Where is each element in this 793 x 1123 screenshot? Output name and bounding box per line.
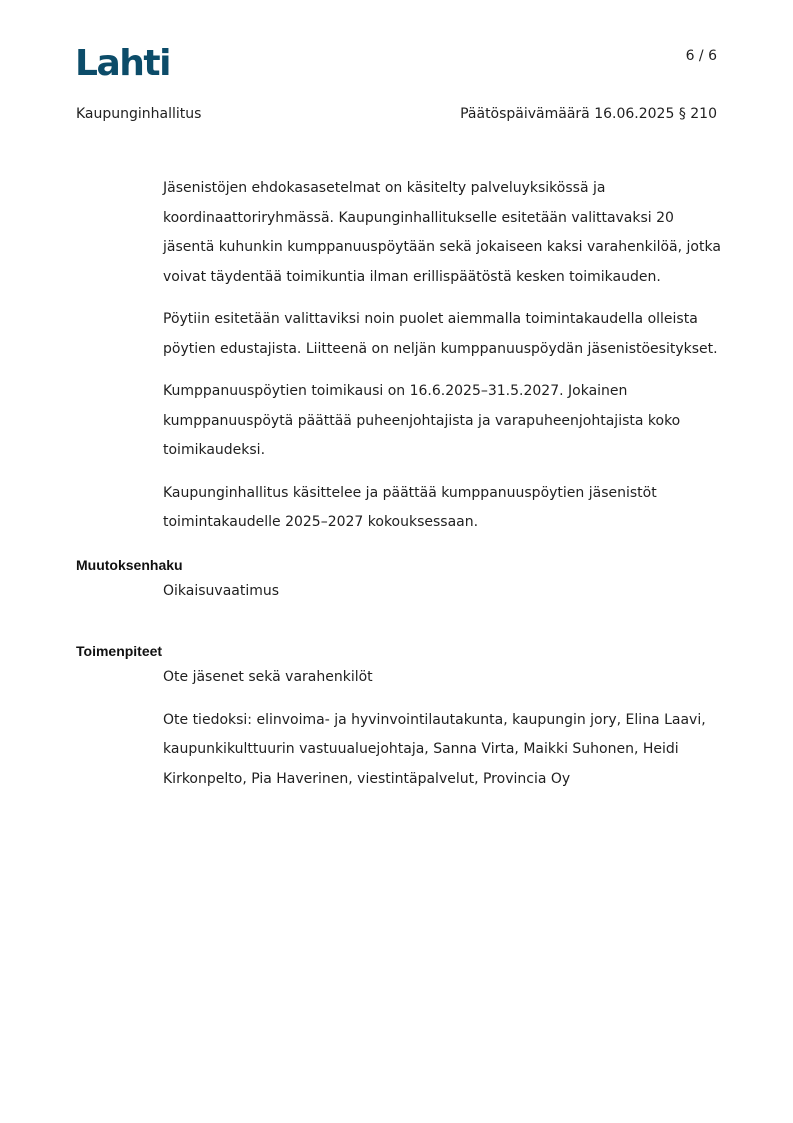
appeal-text	[163, 577, 723, 607]
committee-name: Kaupunginhallitus	[76, 106, 202, 122]
lahti-logo: Lahti	[75, 43, 170, 84]
body-paragraph-1: Jäsenistöjen ehdokasasetelmat on käsitelty palveluyksikössä ja koordinaattoriryhmässä. Kaupunginhallitukselle esitetään valittavaksi 20 jäsentä kuhunkin kumppanuuspöytään sekä jokaiseen kaksi varahenkilöä, jotka voivat täydentää toimikuntia ilman erillispäätöstä kesken toimikauden.	[163, 180, 721, 285]
page-number: 6 / 6	[685, 48, 717, 64]
body-paragraph-2: Pöytiin esitetään valittaviksi noin puolet aiemmalla toimintakaudella olleista pöytien edustajista. Liitteenä on neljän kumppanuuspöydän jäsenistöesitykset.	[163, 311, 718, 357]
actions-text	[163, 663, 723, 794]
appeal-heading: Muutoksenhaku	[76, 557, 183, 573]
body-paragraph-4: Kaupunginhallitus käsittelee ja päättää kumppanuuspöytien jäsenistöt toimintakaudelle 2025–2027 kokouksessaan.	[163, 484, 657, 530]
actions-heading: Toimenpiteet	[76, 643, 163, 659]
decision-date: Päätöspäivämäärä 16.06.2025 § 210	[460, 106, 717, 122]
actions-paragraph-1: Ote jäsenet sekä varahenkilöt	[163, 669, 373, 685]
body-paragraph-3: Kumppanuuspöytien toimikausi on 16.6.2025–31.5.2027. Jokainen kumppanuuspöytä päättää puheenjohtajista ja varapuheenjohtajista koko toimikaudeksi.	[163, 383, 681, 458]
body-text	[163, 174, 723, 538]
actions-paragraph-2: Ote tiedoksi: elinvoima- ja hyvinvointilautakunta, kaupungin jory, Elina Laavi, kaupunkikulttuurin vastuualuejohtaja, Sanna Virta, Maikki Suhonen, Heidi Kirkonpelto, Pia Haverinen, viestintäpalvelut, Provincia Oy	[163, 711, 706, 787]
appeal-paragraph: Oikaisuvaatimus	[163, 583, 280, 599]
